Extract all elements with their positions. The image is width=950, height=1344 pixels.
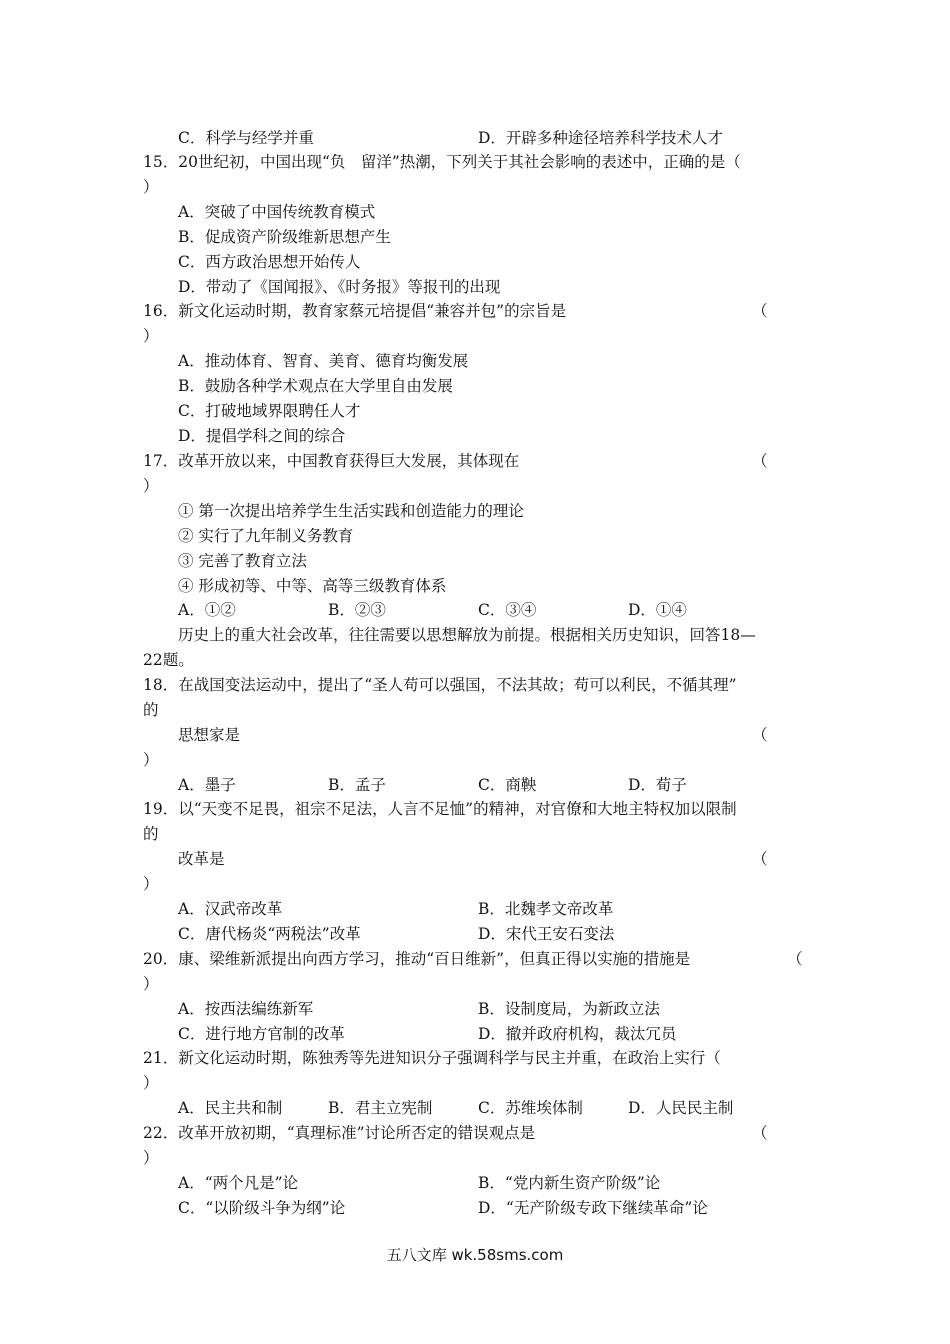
q16-option-b: B．鼓励各种学术观点在大学里自由发展 xyxy=(178,377,453,395)
section-intro: 历史上的重大社会改革，往往需要以思想解放为前提。根据相关历史知识，回答18— xyxy=(178,626,756,644)
q15-option-c: C．西方政治思想开始传人 xyxy=(178,253,361,271)
q17-option-c: C．③④ xyxy=(478,601,537,619)
q17-statement-4: ④ 形成初等、中等、高等三级教育体系 xyxy=(178,577,447,595)
q22-option-c: C．“以阶级斗争为纲”论 xyxy=(178,1199,346,1217)
q14-option-d: D．开辟多种途径培养科学技术人才 xyxy=(478,129,723,147)
q16-option-c: C．打破地域界限聘任人才 xyxy=(178,402,361,420)
q16-option-d: D．提倡学科之间的综合 xyxy=(178,427,346,445)
q19-paren-close: ） xyxy=(143,875,159,893)
q21-option-d: D．人民民主制 xyxy=(628,1099,734,1117)
q15-option-b: B．促成资产阶级维新思想产生 xyxy=(178,228,391,246)
q19-option-c: C．唐代杨炎“两税法”改革 xyxy=(178,925,361,943)
q15-paren-close: ） xyxy=(143,178,159,196)
q19-option-d: D．宋代王安石变法 xyxy=(478,925,615,943)
q20-paren-open: （ xyxy=(787,950,803,968)
q17-paren-close: ） xyxy=(143,477,159,495)
q17-stem: 17．改革开放以来，中国教育获得巨大发展，其体现在 xyxy=(143,452,520,470)
q15-option-d: D．带动了《国闻报》、《时务报》等报刊的出现 xyxy=(178,278,501,296)
q15-stem: 15．20世纪初，中国出现“负 留洋”热潮，下列关于其社会影响的表述中，正确的是（ xyxy=(143,153,741,171)
q22-option-b: B．“党内新生资产阶级”论 xyxy=(478,1174,661,1192)
q17-statement-2: ② 实行了九年制义务教育 xyxy=(178,527,354,545)
q20-option-c: C．进行地方官制的改革 xyxy=(178,1025,345,1043)
q20-paren-close: ） xyxy=(143,975,159,993)
q20-option-a: A．按西法编练新军 xyxy=(178,1000,314,1018)
q20-option-b: B．设制度局，为新政立法 xyxy=(478,1000,660,1018)
q22-option-a: A．“两个凡是”论 xyxy=(178,1174,299,1192)
q14-option-c: C．科学与经学并重 xyxy=(178,129,314,147)
q18-stem-cont2: 思想家是 xyxy=(178,726,241,744)
q18-option-c: C．商鞅 xyxy=(478,776,537,794)
q18-stem: 18．在战国变法运动中，提出了“圣人苟可以强国，不法其故；苟可以利民，不循其理” xyxy=(143,676,737,694)
q18-option-b: B．孟子 xyxy=(328,776,386,794)
q16-stem: 16．新文化运动时期，教育家蔡元培提倡“兼容并包”的宗旨是 xyxy=(143,302,567,320)
q16-option-a: A．推动体育、智育、美育、德育均衡发展 xyxy=(178,352,469,370)
q20-stem: 20．康、梁维新派提出向西方学习，推动“百日维新”，但真正得以实施的措施是 xyxy=(143,950,691,968)
q22-paren-close: ） xyxy=(143,1149,159,1167)
q17-option-b: B．②③ xyxy=(328,601,386,619)
q16-paren-open: （ xyxy=(752,302,768,320)
q22-option-d: D．“无产阶级专政下继续革命”论 xyxy=(478,1199,708,1217)
footer-watermark: 五八文库 wk.58sms.com xyxy=(386,1246,564,1264)
q19-paren-open: （ xyxy=(752,850,768,868)
q21-stem: 21．新文化运动时期，陈独秀等先进知识分子强调科学与民主并重，在政治上实行（ xyxy=(143,1049,721,1067)
q18-stem-cont: 的 xyxy=(143,701,159,719)
q15-option-a: A．突破了中国传统教育模式 xyxy=(178,203,376,221)
q21-option-c: C．苏维埃体制 xyxy=(478,1099,583,1117)
q19-stem-cont2: 改革是 xyxy=(178,850,225,868)
q17-statement-1: ① 第一次提出培养学生生活实践和创造能力的理论 xyxy=(178,502,524,520)
q20-option-d: D．撤并政府机构，裁汰冗员 xyxy=(478,1025,677,1043)
section-intro-cont: 22题。 xyxy=(143,651,194,669)
q22-stem: 22．改革开放初期，“真理标准”讨论所否定的错误观点是 xyxy=(143,1124,536,1142)
q22-paren-open: （ xyxy=(752,1124,768,1142)
q18-option-a: A．墨子 xyxy=(178,776,236,794)
q21-option-b: B．君主立宪制 xyxy=(328,1099,433,1117)
q19-stem-cont: 的 xyxy=(143,825,159,843)
q18-paren-open: （ xyxy=(752,726,768,744)
q19-stem: 19．以“天变不足畏，祖宗不足法，人言不足恤”的精神，对官僚和大地主特权加以限制 xyxy=(143,800,737,818)
q17-option-a: A．①② xyxy=(178,601,236,619)
q17-option-d: D．①④ xyxy=(628,601,687,619)
q17-statement-3: ③ 完善了教育立法 xyxy=(178,552,307,570)
q19-option-a: A．汉武帝改革 xyxy=(178,900,283,918)
q16-paren-close: ） xyxy=(143,327,159,345)
q21-option-a: A．民主共和制 xyxy=(178,1099,283,1117)
q19-option-b: B．北魏孝文帝改革 xyxy=(478,900,614,918)
q18-option-d: D．荀子 xyxy=(628,776,687,794)
q21-paren-close: ） xyxy=(143,1074,159,1092)
q17-paren-open: （ xyxy=(752,452,768,470)
q18-paren-close: ） xyxy=(143,751,159,769)
